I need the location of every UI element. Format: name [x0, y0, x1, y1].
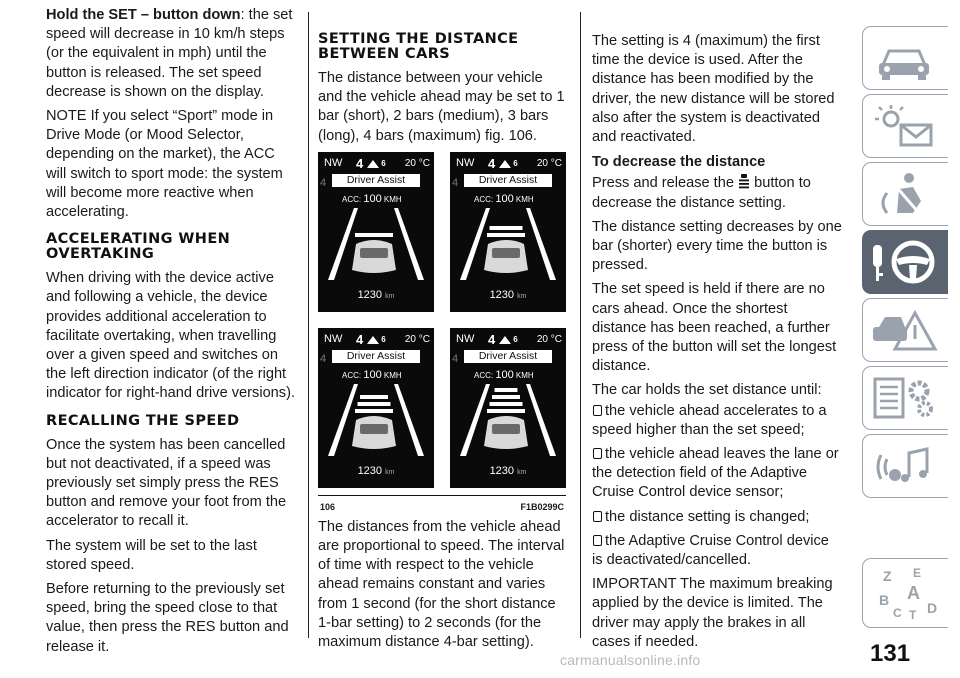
index-letter: C	[893, 606, 902, 620]
gear-indicator: 4	[488, 332, 496, 348]
figure-106-distance-displays	[318, 152, 566, 510]
driver-assist-label: Driver Assist	[332, 174, 420, 187]
column-left	[46, 6, 298, 662]
tab-warning-lights[interactable]	[862, 94, 948, 158]
column-right	[592, 6, 842, 657]
compass-heading: NW	[324, 157, 343, 170]
compass-heading: NW	[456, 333, 475, 346]
distance-bar	[360, 395, 388, 399]
gear-shift-icon	[366, 159, 380, 169]
display-header	[324, 156, 430, 172]
odometer-value: 1230	[489, 288, 518, 301]
tab-car-knowledge[interactable]	[862, 26, 948, 90]
outside-temperature: 20 °C	[404, 158, 430, 170]
tab-in-emergency[interactable]	[862, 298, 948, 362]
odometer-unit: km	[385, 468, 395, 476]
list-item	[592, 402, 842, 440]
list-item-text: the vehicle ahead leaves the lane or the detection field of the Adaptive Cruise Control device sensor;	[592, 446, 839, 501]
distance-bar	[487, 233, 525, 237]
list-item	[592, 532, 842, 570]
distance-button-icon	[739, 174, 749, 190]
figure-caption	[318, 495, 566, 510]
vehicle-window	[492, 248, 520, 258]
mode-number: 4	[320, 176, 327, 189]
acc-speed-unit: KMH	[513, 370, 534, 380]
odometer	[450, 286, 566, 306]
cluster-display-4-bars	[450, 328, 566, 488]
acc-speed-value: 100	[495, 192, 514, 205]
odometer	[318, 286, 434, 306]
mode-number: 4	[320, 352, 327, 365]
outside-temperature: 20 °C	[404, 334, 430, 346]
driver-assist-label: Driver Assist	[464, 174, 552, 187]
gear-suggested: 6	[513, 335, 518, 345]
vehicle-window	[492, 424, 520, 434]
list-item-text: the vehicle ahead accelerates to a speed higher than the set speed;	[592, 402, 827, 438]
list-item	[592, 445, 842, 503]
compass-heading: NW	[324, 333, 343, 346]
tab-servicing[interactable]	[862, 366, 948, 430]
list-item	[592, 508, 842, 527]
odometer-unit: km	[385, 292, 395, 300]
lane-line-right	[394, 208, 424, 280]
distance-road-graphic	[456, 204, 560, 284]
vehicle-window	[360, 248, 388, 258]
display-header	[324, 332, 430, 348]
display-header	[456, 332, 562, 348]
odometer	[318, 462, 434, 482]
heading-recalling: RECALLING THE SPEED	[46, 412, 240, 429]
paragraph-set-speed-held: The set speed is held if there are no cars ahead. Once the shortest distance has been reached, a further press of the button will set the longest distance.	[592, 281, 837, 375]
warning-lights-icon	[869, 101, 941, 151]
mode-number: 4	[452, 352, 459, 365]
paragraph-lead: Hold the SET – button down	[46, 7, 241, 23]
gear-suggested: 6	[513, 159, 518, 169]
paragraph-recall-1: Once the system has been cancelled but not deactivated, if a speed was previously set simply press the RES button and remove your foot from the accelerator to recall it.	[46, 436, 287, 530]
seatbelt-airbag-icon	[869, 169, 941, 219]
driver-assist-label: Driver Assist	[332, 350, 420, 363]
distance-bar	[490, 226, 523, 230]
cluster-display-1-bars	[318, 152, 434, 312]
paragraph-decreases: The distance setting decreases by one bar (shorter) every time the button is pressed.	[592, 218, 842, 274]
paragraph-text: button to decrease the distance setting.	[592, 175, 811, 211]
tab-multimedia[interactable]	[862, 434, 948, 498]
lane-line-right	[526, 384, 556, 456]
driver-assist-label: Driver Assist	[464, 350, 552, 363]
gear-indicator: 4	[356, 332, 364, 348]
gear-indicator: 4	[356, 156, 364, 172]
odometer-value: 1230	[357, 288, 386, 301]
paragraph-note-sport: NOTE If you select “Sport” mode in Drive Mode (or Mood Selector, depending on the market), the ACC will switch to sport mode: the system will become more reactive when accelerating.	[46, 108, 283, 221]
checkbox-bullet-icon	[593, 511, 602, 522]
paragraph-default-setting: The setting is 4 (maximum) the first time the device is used. After the distance has been modified by the driver, the new distance will be stored also after the system is deactivated and reactivated.	[592, 33, 835, 146]
paragraph-set-button	[46, 6, 298, 102]
tab-index[interactable]	[862, 558, 948, 628]
compass-heading: NW	[456, 157, 475, 170]
vehicle-window	[360, 424, 388, 434]
acc-speed-value: 100	[363, 368, 382, 381]
gear-suggested: 6	[381, 335, 386, 345]
outside-temperature: 20 °C	[536, 334, 562, 346]
paragraph-text: : the set speed will decrease in 10 km/h steps (or the equivalent in mph) until the button is released. The set speed decrease is shown on the display.	[46, 7, 293, 100]
distance-bar	[490, 402, 523, 406]
acc-label: ACC:	[342, 194, 364, 204]
acc-speed-unit: KMH	[381, 194, 402, 204]
index-letter: A	[907, 583, 920, 603]
acc-label: ACC:	[342, 370, 364, 380]
gear-shift-icon	[498, 159, 512, 169]
gear-suggested: 6	[381, 159, 386, 169]
paragraph-important-braking: IMPORTANT The maximum breaking applied by the device is limited. The driver may apply the brakes in all cases if needed.	[592, 576, 833, 650]
odometer-value: 1230	[489, 464, 518, 477]
index-letter: E	[913, 566, 922, 580]
distance-bar	[355, 233, 393, 237]
tab-safety[interactable]	[862, 162, 948, 226]
index-letters-icon	[869, 565, 941, 621]
list-item-text: the Adaptive Cruise Control device is deactivated/cancelled.	[592, 532, 829, 569]
paragraph-press-release	[592, 174, 842, 212]
index-letter: B	[879, 592, 890, 608]
distance-bar	[495, 388, 518, 392]
multimedia-icon	[869, 441, 941, 491]
odometer-unit: km	[517, 468, 527, 476]
watermark: carmanualsonline.info	[560, 652, 701, 668]
distance-bar	[358, 402, 391, 406]
gear-indicator: 4	[488, 156, 496, 172]
acc-label: ACC:	[474, 194, 496, 204]
figure-number: 106	[320, 501, 336, 512]
tab-starting-driving[interactable]	[862, 230, 948, 294]
page-number: 131	[870, 640, 911, 667]
column-middle	[318, 6, 566, 657]
outside-temperature: 20 °C	[536, 158, 562, 170]
list-item-text: the distance setting is changed;	[605, 508, 810, 525]
paragraph-text: Press and release the	[592, 175, 734, 192]
checkbox-bullet-icon	[593, 448, 602, 459]
distance-road-graphic	[324, 380, 428, 460]
key-steering-wheel-icon	[869, 237, 941, 287]
checkbox-bullet-icon	[593, 535, 602, 546]
distance-bar	[355, 409, 393, 413]
cluster-display-2-bars	[450, 152, 566, 312]
lane-line-right	[394, 384, 424, 456]
gear-shift-icon	[498, 335, 512, 345]
acc-label: ACC:	[474, 370, 496, 380]
lane-line-right	[526, 208, 556, 280]
maintenance-gears-icon	[869, 373, 941, 423]
paragraph-distance-bars: The distance between your vehicle and the vehicle ahead may be set to 1 bar (short), 2 bars (medium), 3 bars (long), 4 bars (maximum) fig. 106.	[318, 70, 565, 144]
breakdown-triangle-icon	[869, 305, 941, 355]
paragraph-recall-3: Before returning to the previously set speed, bring the speed close to that value, then press the RES button and release it.	[46, 581, 289, 655]
odometer-unit: km	[517, 292, 527, 300]
gear-shift-icon	[366, 335, 380, 345]
column-divider-2	[580, 12, 581, 638]
chapter-tabs	[862, 0, 960, 678]
acc-speed-value: 100	[495, 368, 514, 381]
cluster-display-3-bars	[318, 328, 434, 488]
heading-accelerating: ACCELERATING WHEN OVERTAKING	[46, 231, 231, 263]
acc-speed-value: 100	[363, 192, 382, 205]
car-front-icon	[869, 33, 941, 83]
acc-speed-unit: KMH	[513, 194, 534, 204]
distance-road-graphic	[456, 380, 560, 460]
paragraph-overtaking: When driving with the device active and following a vehicle, the device provides additional acceleration to facilitate overtaking, when travelling over a given speed and switches on the left direction indicator (of the right indicator for right-hand drive versions).	[46, 270, 296, 402]
figure-code: F1B0299C	[520, 501, 564, 512]
paragraph-holds-until: The car holds the set distance until:	[592, 382, 822, 399]
index-letter: Z	[883, 568, 892, 584]
mode-number: 4	[452, 176, 459, 189]
index-letter: D	[927, 600, 938, 616]
paragraph-distance-proportional: The distances from the vehicle ahead are proportional to speed. The interval of time with respect to the vehicle ahead remains constant and varies from 1 second (for the short distance 1-bar setting) to 2 seconds (for the maximum distance 4-bar setting).	[318, 518, 565, 651]
display-header	[456, 156, 562, 172]
acc-speed-unit: KMH	[381, 370, 402, 380]
odometer	[450, 462, 566, 482]
paragraph-recall-2: The system will be set to the last stored speed.	[46, 537, 257, 573]
heading-distance: SETTING THE DISTANCE BETWEEN CARS	[318, 31, 519, 62]
distance-bar	[487, 409, 525, 413]
distance-bar	[492, 395, 520, 399]
checkbox-bullet-icon	[593, 405, 602, 416]
index-letter: T	[909, 608, 917, 621]
heading-decrease-distance: To decrease the distance	[592, 154, 766, 171]
column-divider-1	[308, 12, 309, 638]
distance-road-graphic	[324, 204, 428, 284]
odometer-value: 1230	[357, 464, 386, 477]
